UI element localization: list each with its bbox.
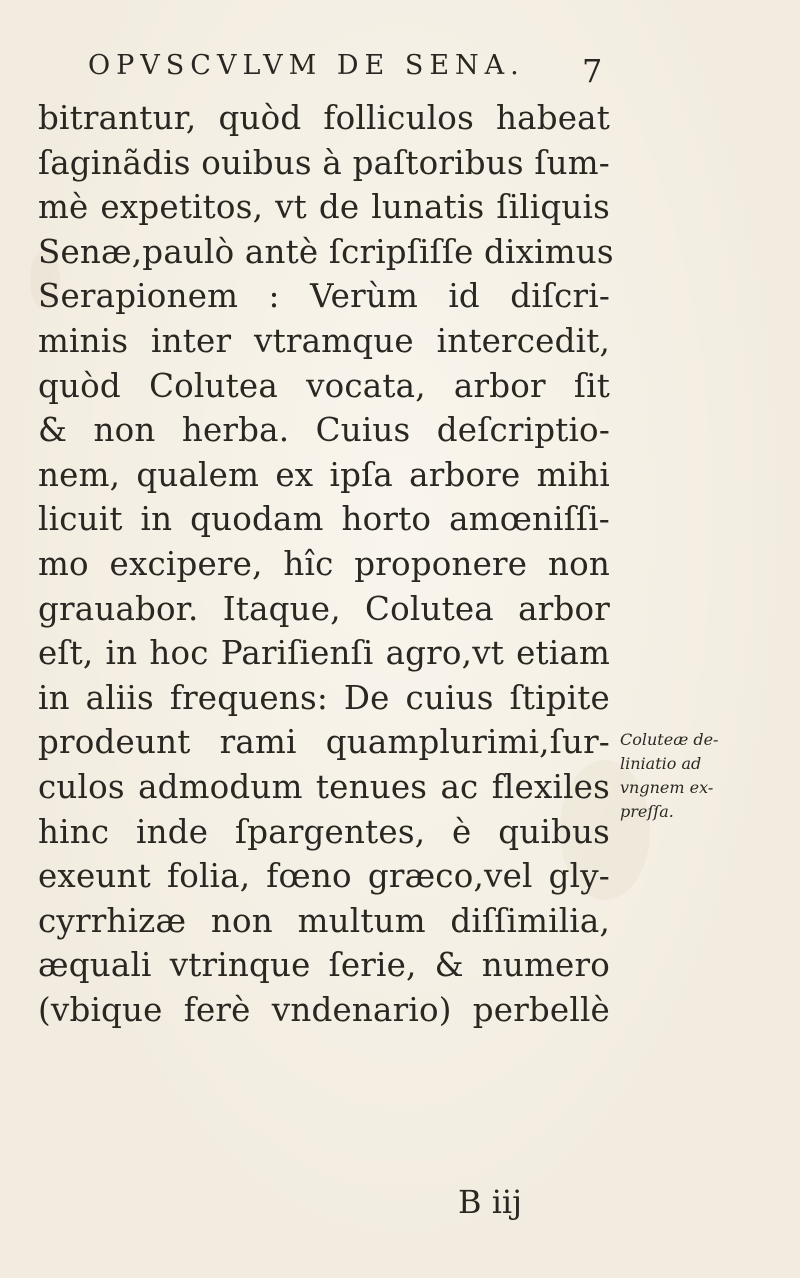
text-line: minis inter vtramque intercedit, [38, 321, 610, 360]
text-line: bitrantur, quòd folliculos habeat [38, 99, 610, 137]
text-line: cyrrhizæ non multum diſſimilia, [38, 901, 610, 940]
text-line: Senæ,paulò antè ſcripſiſſe diximus [38, 232, 614, 271]
text-line: hinc inde ſpargentes, è quibus [38, 812, 610, 851]
text-line: culos admodum tenues ac flexiles [38, 767, 610, 806]
text-line: mo excipere, hîc proponere non [38, 544, 610, 583]
marginal-note [620, 728, 750, 824]
text-line: Serapionem : Verùm id diſcri- [38, 277, 610, 316]
text-line: quòd Colutea vocata, arbor ſit [38, 366, 610, 405]
text-line: grauabor. Itaque, Colutea arbor [38, 589, 610, 628]
text-line: exeunt folia, fœno græco,vel gly- [38, 857, 610, 896]
marginal-note-line: preſſa. [620, 802, 674, 821]
text-line: æquali vtrinque ſerie, & numero [38, 946, 610, 985]
text-line: (vbique ferè vndenario) perbellè [38, 990, 610, 1029]
text-line: & non herba. Cuius deſcriptio- [38, 411, 610, 450]
text-line: licuit in quodam horto amœniſſi- [38, 500, 610, 539]
marginal-note-line: liniatio ad [620, 754, 702, 773]
marginal-note-line: Coluteæ de- [620, 730, 719, 749]
signature-mark: B iij [458, 1183, 523, 1221]
text-line: in aliis frequens: De cuius ſtipite [38, 678, 610, 717]
text-line: ſaginãdis ouibus à paſtoribus ſum- [38, 143, 610, 182]
text-line: mè expetitos, vt de lunatis ſiliquis [38, 188, 610, 227]
text-line: nem, qualem ex ipſa arbore mihi [38, 455, 610, 494]
running-head: OPVSCVLVM DE SENA. [88, 50, 525, 81]
body-text [38, 96, 614, 1032]
marginal-note-line: vngnem ex- [620, 778, 714, 797]
page-number: 7 [582, 52, 603, 90]
text-line: eſt, in hoc Pariſienſi agro,vt etiam [38, 634, 610, 673]
text-line: prodeunt rami quamplurimi,ſur- [38, 723, 610, 762]
